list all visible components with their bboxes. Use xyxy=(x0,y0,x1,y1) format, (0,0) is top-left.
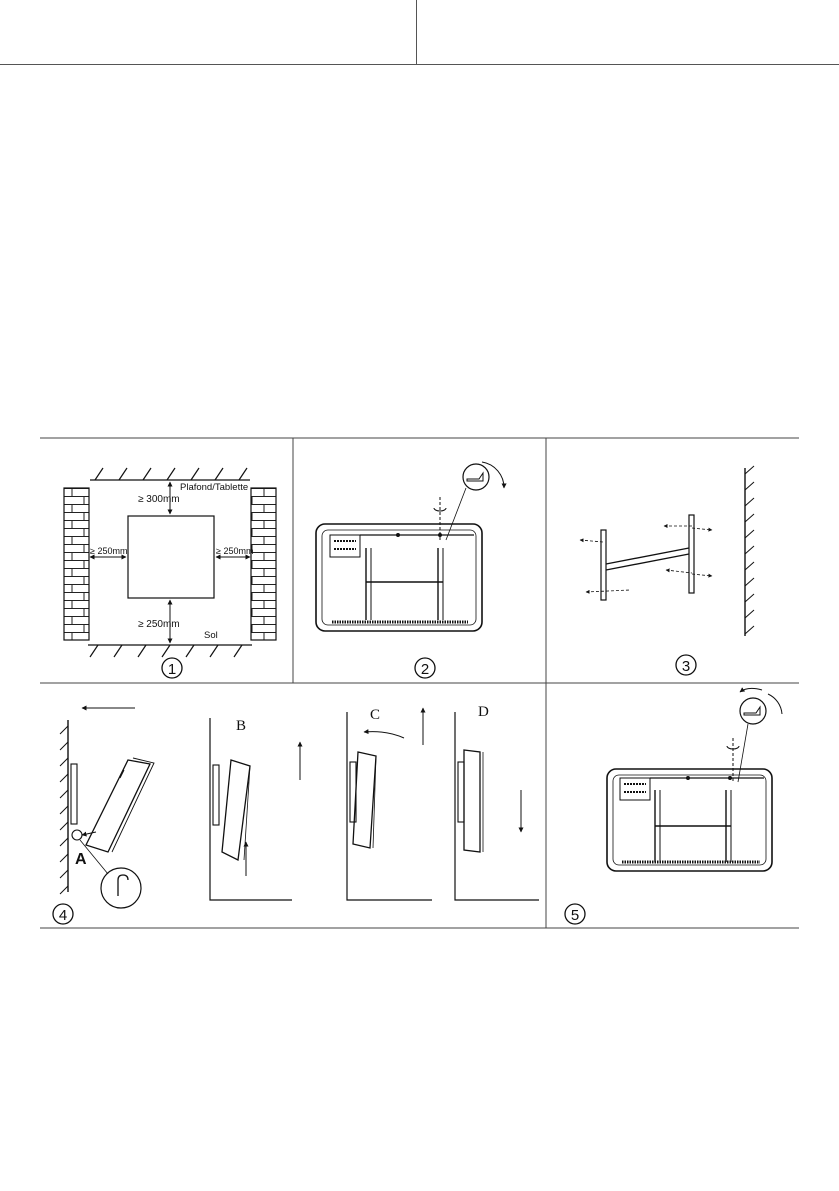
panel-1-clearances xyxy=(64,468,276,678)
bracket-right-upright xyxy=(689,515,694,593)
label-a: A xyxy=(75,851,87,868)
label-d: D xyxy=(478,704,489,720)
floor-hatch xyxy=(88,645,252,657)
heater-outline xyxy=(128,516,214,598)
step-number-3: 3 xyxy=(681,658,691,675)
hook-detail-circle xyxy=(101,868,141,908)
step-number-4: 4 xyxy=(58,907,68,924)
label-c: C xyxy=(370,707,381,723)
right-brick-wall xyxy=(251,488,276,640)
control-box xyxy=(330,535,360,557)
control-box-5 xyxy=(620,778,650,800)
detail-circle xyxy=(463,464,489,490)
panel-grid xyxy=(40,438,799,928)
label-b: B xyxy=(236,718,247,734)
bracket-left-upright xyxy=(601,530,606,600)
step-number-2: 2 xyxy=(420,661,430,678)
ceiling-hatch xyxy=(90,468,250,480)
detail-circle-5 xyxy=(740,698,766,724)
top-clearance-label: ≥ 300mm xyxy=(138,494,180,505)
left-brick-wall xyxy=(64,488,89,640)
left-clearance-label: ≥ 250mm xyxy=(90,546,128,556)
step-number-1: 1 xyxy=(167,661,177,678)
panel-5-secure-screw xyxy=(565,688,782,924)
panel-2-remove-bracket xyxy=(316,462,504,678)
right-clearance-label: ≥ 250mm xyxy=(216,546,254,556)
step-number-5: 5 xyxy=(570,907,580,924)
panel-4-hang-heater xyxy=(53,708,539,924)
floor-label: Sol xyxy=(204,630,218,641)
ceiling-label: Plafond/Tablette xyxy=(180,482,249,493)
bottom-clearance-label: ≥ 250mm xyxy=(138,619,180,630)
panel-3-fix-bracket xyxy=(580,466,754,675)
